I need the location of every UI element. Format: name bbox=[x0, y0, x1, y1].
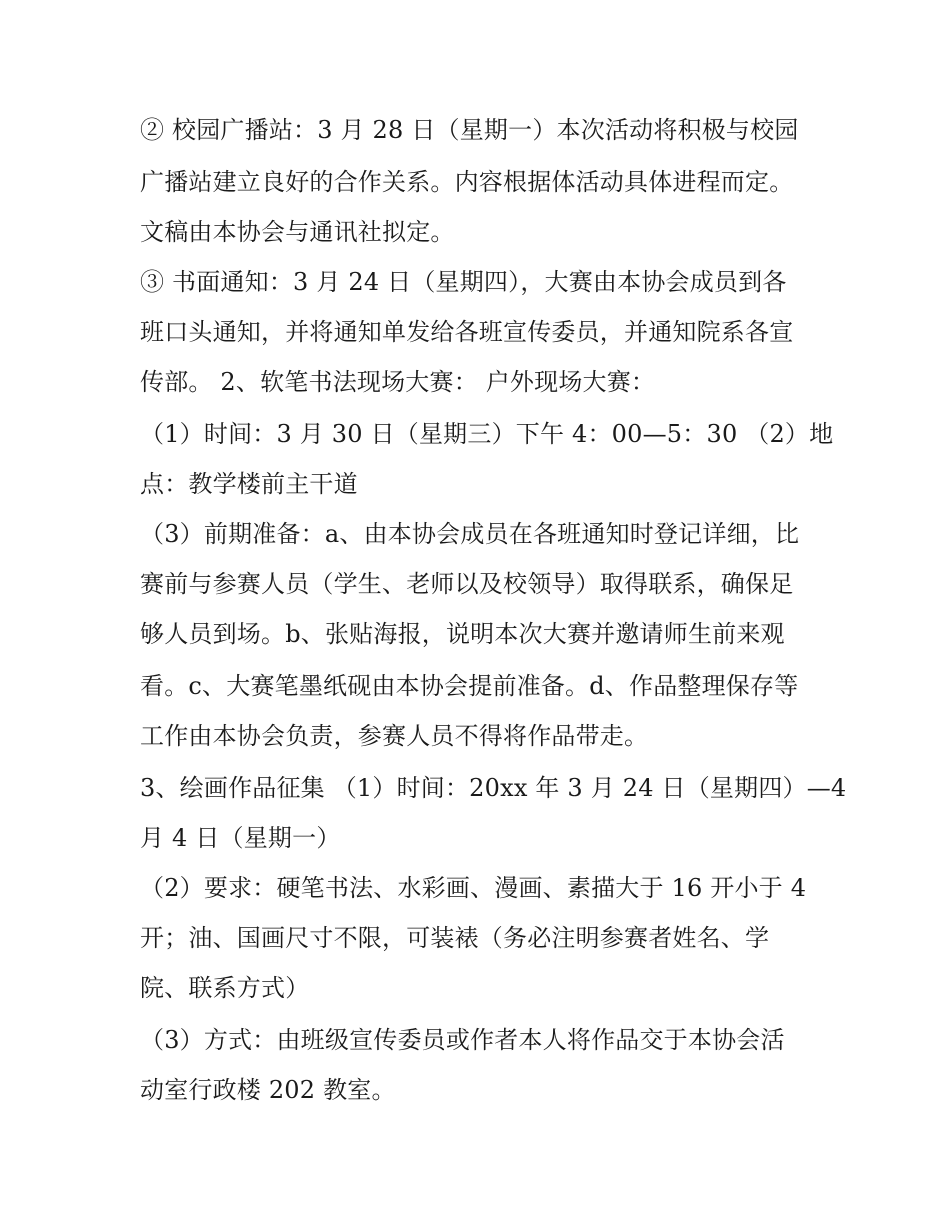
text-line: 点：教学楼前主干道 bbox=[140, 470, 358, 498]
text-line: 开；油、国画尺寸不限，可装裱（务必注明参赛者姓名、学 bbox=[140, 924, 770, 952]
text-line: 院、联系方式） bbox=[140, 974, 310, 1002]
text-line: （3）前期准备：a、由本协会成员在各班通知时登记详细，比 bbox=[140, 520, 800, 548]
text-line: 月 4 日（星期一） bbox=[140, 824, 341, 852]
text-line: 赛前与参赛人员（学生、老师以及校领导）取得联系，确保足 bbox=[140, 570, 794, 598]
text-line: 文稿由本协会与通讯社拟定。 bbox=[140, 218, 455, 246]
text-line: （1）时间：3 月 30 日（星期三）下午 4：00—5：30 （2）地 bbox=[140, 420, 834, 448]
text-line: 动室行政楼 202 教室。 bbox=[140, 1076, 396, 1104]
text-line: 广播站建立良好的合作关系。内容根据体活动具体进程而定。 bbox=[140, 168, 794, 196]
text-line: 工作由本协会负责，参赛人员不得将作品带走。 bbox=[140, 722, 649, 750]
text-line: 够人员到场。b、张贴海报，说明本次大赛并邀请师生前来观 bbox=[140, 620, 785, 648]
text-line: ② 校园广播站：3 月 28 日（星期一）本次活动将积极与校园 bbox=[140, 116, 799, 144]
text-line: 3、绘画作品征集 （1）时间：20xx 年 3 月 24 日（星期四）—4 bbox=[140, 774, 847, 802]
text-line: 看。c、大赛笔墨纸砚由本协会提前准备。d、作品整理保存等 bbox=[140, 672, 799, 700]
text-line: ③ 书面通知：3 月 24 日（星期四），大赛由本协会成员到各 bbox=[140, 268, 787, 296]
text-line: （2）要求：硬笔书法、水彩画、漫画、素描大于 16 开小于 4 bbox=[140, 874, 807, 902]
text-line: （3）方式：由班级宣传委员或作者本人将作品交于本协会活 bbox=[140, 1026, 785, 1054]
text-line: 班口头通知，并将通知单发给各班宣传委员，并通知院系各宣 bbox=[140, 318, 794, 346]
text-line: 传部。 2、软笔书法现场大赛： 户外现场大赛： bbox=[140, 368, 656, 396]
